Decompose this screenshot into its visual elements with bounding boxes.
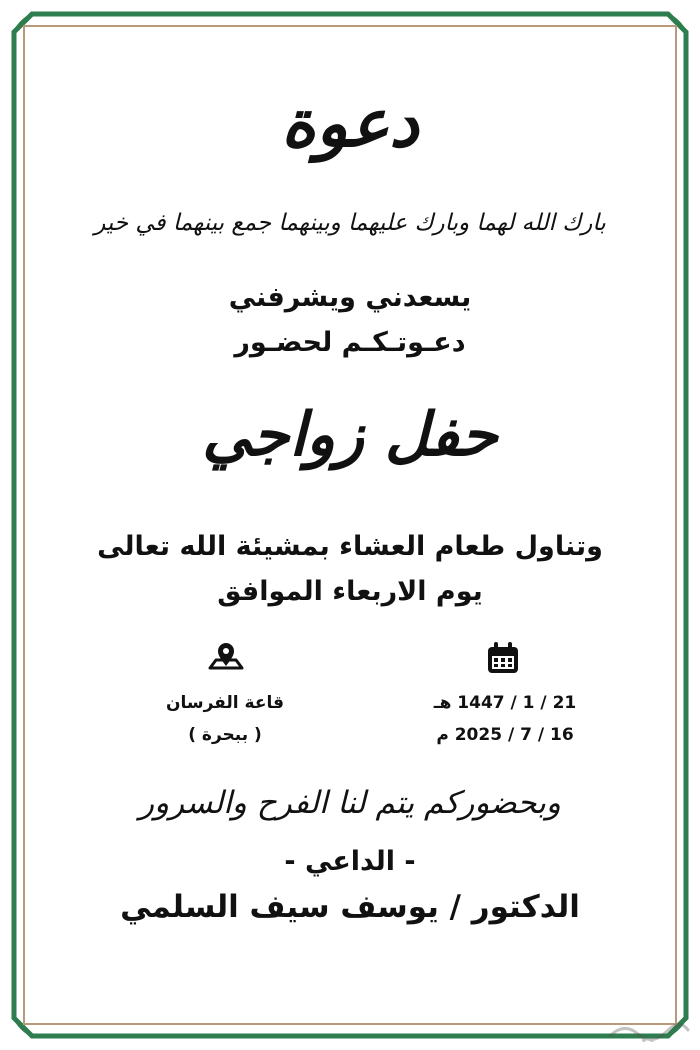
date-gregorian: 16 / 7 / 2025 م [436, 725, 574, 745]
date-hijri: 21 / 1 / 1447 هـ [433, 693, 577, 713]
intro-line: يسعدني ويشرفني [228, 282, 472, 313]
map-pin-icon [206, 638, 246, 678]
wedding-blessing: بارك الله لهما وبارك عليهما وبينهما جمع بينهما في خير [94, 210, 606, 236]
host-name: الدكتور / يوسف سيف السلمي [120, 889, 580, 925]
host-label: - الداعي - [284, 846, 416, 877]
closing-line: وبحضوركم يتم لنا الفرح والسرور [139, 785, 561, 821]
invite-line: دعـوتـكـم لحضـور [234, 327, 466, 358]
calendar-icon [485, 640, 521, 676]
watermark-logo [604, 1018, 692, 1046]
venue-name: قاعة الفرسان [166, 693, 284, 713]
venue-city: ( ببحرة ) [188, 725, 262, 745]
day-line: يوم الاربعاء الموافق [217, 576, 483, 607]
invitation-title: دعوة [281, 84, 419, 162]
event-name: حفل زواجي [202, 400, 498, 470]
dinner-line: وتناول طعام العشاء بمشيئة الله تعالى [97, 531, 603, 562]
